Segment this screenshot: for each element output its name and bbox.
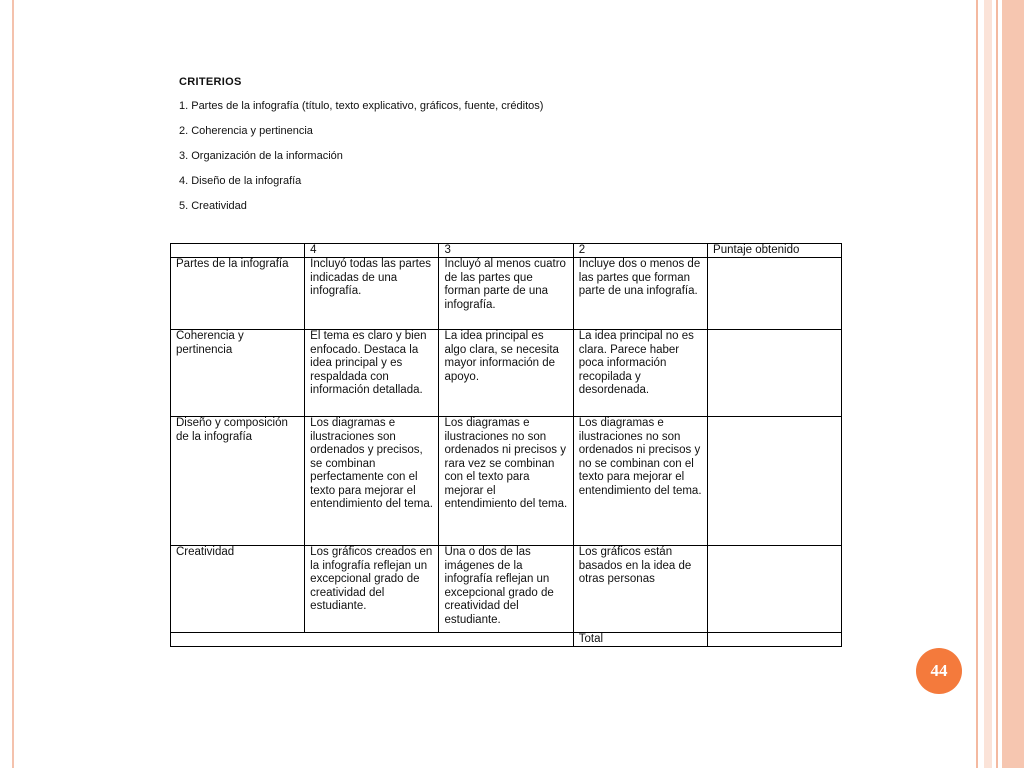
level-4-cell: El tema es claro y bien enfocado. Destaca la idea principal y es respaldada con información detallada. — [305, 330, 439, 417]
level-4-cell: Los gráficos creados en la infografía reflejan un excepcional grado de creatividad del estudiante. — [305, 546, 439, 633]
level-4-cell: Los diagramas e ilustraciones son ordenados y precisos, se combinan perfectamente con el texto para mejorar el entendimiento del tema. — [305, 417, 439, 546]
stripe — [976, 0, 978, 768]
header-criterion — [171, 244, 305, 258]
criteria-item: 2. Coherencia y pertinencia — [179, 125, 313, 137]
total-row — [171, 633, 842, 647]
level-3-cell: Los diagramas e ilustraciones no son ordenados ni precisos y rara vez se combinan con el texto para mejorar el entendimiento del tema. — [439, 417, 573, 546]
criteria-item: 5. Creatividad — [179, 200, 247, 212]
rubric-table — [170, 243, 842, 647]
table-row — [171, 330, 842, 417]
right-decorative-stripes — [976, 0, 1024, 768]
score-cell — [708, 417, 842, 546]
criteria-item: 3. Organización de la información — [179, 150, 343, 162]
score-cell — [708, 258, 842, 330]
total-label: Total — [573, 633, 707, 647]
level-3-cell: Una o dos de las imágenes de la infografía reflejan un excepcional grado de creatividad del estudiante. — [439, 546, 573, 633]
stripe — [996, 0, 998, 768]
left-decorative-border — [0, 0, 14, 768]
criteria-heading: CRITERIOS — [179, 76, 242, 88]
table-row — [171, 417, 842, 546]
criteria-item: 1. Partes de la infografía (título, texto explicativo, gráficos, fuente, créditos) — [179, 100, 544, 112]
level-3-cell: La idea principal es algo clara, se necesita mayor información de apoyo. — [439, 330, 573, 417]
level-4-cell: Incluyó todas las partes indicadas de una infografía. — [305, 258, 439, 330]
level-2-cell: Los gráficos están basados en la idea de otras personas — [573, 546, 707, 633]
criteria-item: 4. Diseño de la infografía — [179, 175, 302, 187]
level-2-cell: La idea principal no es clara. Parece haber poca información recopilada y desordenada. — [573, 330, 707, 417]
rubric-header-row — [171, 244, 842, 258]
score-cell — [708, 546, 842, 633]
criteria-section — [170, 76, 850, 225]
criteria-list — [170, 100, 850, 212]
stripe — [1002, 0, 1024, 768]
level-2-cell: Incluye dos o menos de las partes que forman parte de una infografía. — [573, 258, 707, 330]
page-number-badge: 44 — [916, 648, 962, 694]
score-cell — [708, 330, 842, 417]
total-spacer-cell — [171, 633, 574, 647]
header-level-2: 2 — [573, 244, 707, 258]
criterion-cell: Partes de la infografía — [171, 258, 305, 330]
level-3-cell: Incluyó al menos cuatro de las partes que forman parte de una infografía. — [439, 258, 573, 330]
header-score: Puntaje obtenido — [708, 244, 842, 258]
table-row — [171, 258, 842, 330]
total-value-cell — [708, 633, 842, 647]
criterion-cell: Creatividad — [171, 546, 305, 633]
criterion-cell: Coherencia y pertinencia — [171, 330, 305, 417]
header-level-3: 3 — [439, 244, 573, 258]
criterion-cell: Diseño y composición de la infografía — [171, 417, 305, 546]
header-level-4: 4 — [305, 244, 439, 258]
table-row — [171, 546, 842, 633]
level-2-cell: Los diagramas e ilustraciones no son ordenados ni precisos y no se combinan con el texto para mejorar el entendimiento del tema. — [573, 417, 707, 546]
stripe — [984, 0, 992, 768]
